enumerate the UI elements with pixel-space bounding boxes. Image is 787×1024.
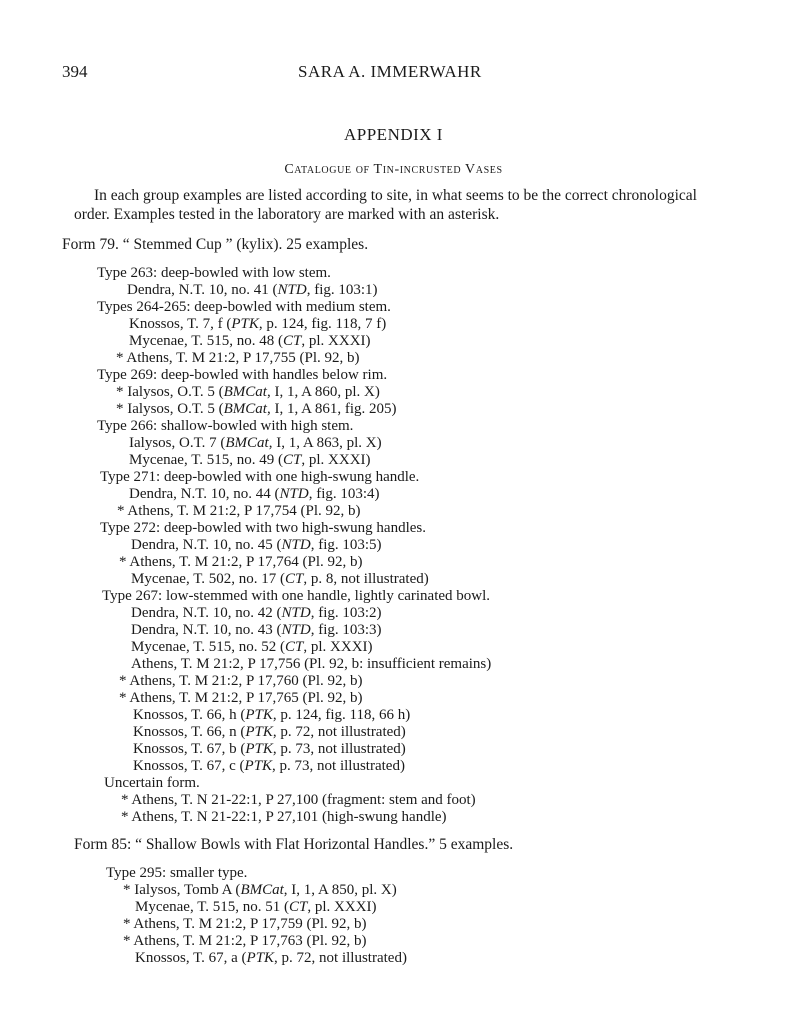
page-number: 394 xyxy=(62,62,88,81)
catalogue-entry: * Athens, T. M 21:2, P 17,764 (Pl. 92, b) xyxy=(119,554,363,570)
catalogue-entry: Dendra, N.T. 10, no. 44 (NTD, fig. 103:4) xyxy=(129,486,380,502)
catalogue-entry: * Athens, T. N 21-22:1, P 27,101 (high-swung handle) xyxy=(121,809,447,825)
catalogue-entry: Knossos, T. 67, c (PTK, p. 73, not illustrated) xyxy=(133,758,405,774)
catalogue-entry: Athens, T. M 21:2, P 17,756 (Pl. 92, b: insufficient remains) xyxy=(131,656,492,672)
catalogue-entry: * Ialysos, O.T. 5 (BMCat, I, 1, A 860, pl. X) xyxy=(116,384,380,400)
catalogue-entry: Ialysos, O.T. 7 (BMCat, I, 1, A 863, pl. X) xyxy=(129,435,382,451)
catalogue-entry: Dendra, N.T. 10, no. 42 (NTD, fig. 103:2) xyxy=(131,605,382,621)
catalogue-entry: Types 264-265: deep-bowled with medium stem. xyxy=(97,299,391,315)
catalogue-entry: Mycenae, T. 515, no. 52 (CT, pl. XXXI) xyxy=(131,639,373,655)
catalogue-entry: Knossos, T. 67, a (PTK, p. 72, not illustrated) xyxy=(135,950,407,966)
catalogue-entry: Mycenae, T. 515, no. 51 (CT, pl. XXXI) xyxy=(135,899,377,915)
catalogue-entry: Type 269: deep-bowled with handles below rim. xyxy=(97,367,388,383)
catalogue-entry: * Athens, T. M 21:2, P 17,754 (Pl. 92, b) xyxy=(117,503,361,519)
catalogue-entry: Mycenae, T. 515, no. 48 (CT, pl. XXXI) xyxy=(129,333,371,349)
catalogue-entry: Type 271: deep-bowled with one high-swung handle. xyxy=(100,469,420,485)
intro-paragraph xyxy=(74,186,734,224)
appendix-title: APPENDIX I xyxy=(344,125,443,144)
catalogue-entry: * Athens, T. M 21:2, P 17,755 (Pl. 92, b) xyxy=(116,350,360,366)
catalogue-entry: Knossos, T. 67, b (PTK, p. 73, not illustrated) xyxy=(133,741,406,757)
catalogue-entry: Knossos, T. 66, h (PTK, p. 124, fig. 118, 66 h) xyxy=(133,707,411,723)
catalogue-entry: Knossos, T. 7, f (PTK, p. 124, fig. 118, 7 f) xyxy=(129,316,387,332)
catalogue-entry: * Athens, T. M 21:2, P 17,763 (Pl. 92, b) xyxy=(123,933,367,949)
catalogue-entry: Type 272: deep-bowled with two high-swung handles. xyxy=(100,520,426,536)
catalogue-entry: * Ialysos, O.T. 5 (BMCat, I, 1, A 861, fig. 205) xyxy=(116,401,397,417)
form-heading: Form 85: “ Shallow Bowls with Flat Horizontal Handles.” 5 examples. xyxy=(74,836,514,853)
catalogue-entry: Type 266: shallow-bowled with high stem. xyxy=(97,418,354,434)
running-header xyxy=(62,62,722,84)
catalogue-entry: Type 295: smaller type. xyxy=(106,865,248,881)
catalogue-entry: Type 263: deep-bowled with low stem. xyxy=(97,265,331,281)
catalogue-entry: Dendra, N.T. 10, no. 41 (NTD, fig. 103:1) xyxy=(127,282,378,298)
intro-line-2: order. Examples tested in the laboratory are marked with an asterisk. xyxy=(74,206,500,223)
catalogue-entry: Mycenae, T. 515, no. 49 (CT, pl. XXXI) xyxy=(129,452,371,468)
form-heading: Form 79. “ Stemmed Cup ” (kylix). 25 examples. xyxy=(62,236,369,253)
catalogue-entry: Uncertain form. xyxy=(104,775,200,791)
intro-line-1: In each group examples are listed according to site, in what seems to be the correct chronological xyxy=(94,187,697,204)
catalogue-entry: * Athens, T. M 21:2, P 17,760 (Pl. 92, b) xyxy=(119,673,363,689)
catalogue-entry: * Athens, T. M 21:2, P 17,765 (Pl. 92, b) xyxy=(119,690,363,706)
catalogue-entry: Dendra, N.T. 10, no. 43 (NTD, fig. 103:3) xyxy=(131,622,382,638)
catalogue-title: Catalogue of Tin-incrusted Vases xyxy=(284,162,503,177)
catalogue-entry: Knossos, T. 66, n (PTK, p. 72, not illustrated) xyxy=(133,724,406,740)
catalogue-entry: Type 267: low-stemmed with one handle, lightly carinated bowl. xyxy=(102,588,491,604)
catalogue-entry: * Athens, T. N 21-22:1, P 27,100 (fragment: stem and foot) xyxy=(121,792,476,808)
running-head-author: SARA A. IMMERWAHR xyxy=(298,62,482,81)
catalogue-entry: * Ialysos, Tomb A (BMCat, I, 1, A 850, pl. X) xyxy=(123,882,397,898)
catalogue-entry: * Athens, T. M 21:2, P 17,759 (Pl. 92, b) xyxy=(123,916,367,932)
catalogue-entry: Mycenae, T. 502, no. 17 (CT, p. 8, not illustrated) xyxy=(131,571,429,587)
catalogue-entry: Dendra, N.T. 10, no. 45 (NTD, fig. 103:5) xyxy=(131,537,382,553)
